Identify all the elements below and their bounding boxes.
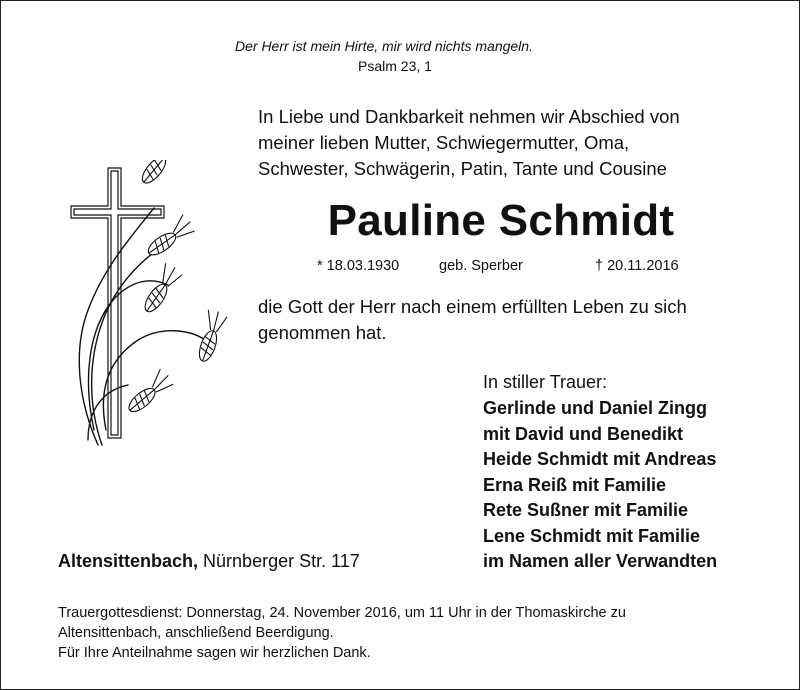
mourning-heading: In stiller Trauer: bbox=[483, 372, 608, 392]
bible-verse: Der Herr ist mein Hirte, mir wird nichts mangeln. bbox=[235, 38, 533, 54]
mourner-line: Gerlinde und Daniel Zingg bbox=[483, 398, 708, 418]
address-street: Nürnberger Str. 117 bbox=[203, 551, 360, 571]
death-date: † 20.11.2016 bbox=[595, 258, 679, 274]
bible-verse-reference: Psalm 23, 1 bbox=[358, 58, 432, 74]
mourner-line: Heide Schmidt mit Andreas bbox=[483, 449, 717, 469]
mourner-line: Erna Reiß mit Familie bbox=[483, 474, 667, 495]
footer-line: Trauergottesdienst: Donnerstag, 24. November 2016, um 11 Uhr in der Thomaskirche zu bbox=[58, 605, 626, 621]
intro-line: In Liebe und Dankbarkeit nehmen wir Abschied von bbox=[258, 106, 680, 127]
address bbox=[58, 551, 360, 572]
outro-text bbox=[258, 294, 687, 346]
mourners-list bbox=[483, 396, 717, 575]
service-notice bbox=[58, 603, 626, 663]
intro-line: meiner lieben Mutter, Schwiegermutter, Oma, bbox=[258, 132, 630, 153]
birth-date: * 18.03.1930 bbox=[317, 258, 400, 274]
footer-line: Für Ihre Anteilnahme sagen wir herzlichen Dank. bbox=[58, 645, 371, 661]
outro-line: genommen hat. bbox=[258, 322, 387, 343]
cross-with-wheat-icon bbox=[58, 160, 248, 450]
footer-line: Altensittenbach, anschließend Beerdigung. bbox=[58, 625, 334, 641]
mourner-line: im Namen aller Verwandten bbox=[483, 551, 718, 571]
mourner-line: Lene Schmidt mit Familie bbox=[483, 525, 701, 546]
birth-name: geb. Sperber bbox=[439, 258, 523, 274]
outro-line: die Gott der Herr nach einem erfüllten Leben zu sich bbox=[258, 296, 687, 317]
mourner-line: mit David und Benedikt bbox=[483, 423, 684, 444]
mourner-line: Rete Sußner mit Familie bbox=[483, 500, 689, 520]
intro-text bbox=[258, 104, 680, 182]
address-town: Altensittenbach, bbox=[58, 551, 199, 571]
deceased-name: Pauline Schmidt bbox=[327, 196, 675, 245]
intro-line: Schwester, Schwägerin, Patin, Tante und Cousine bbox=[258, 158, 667, 179]
